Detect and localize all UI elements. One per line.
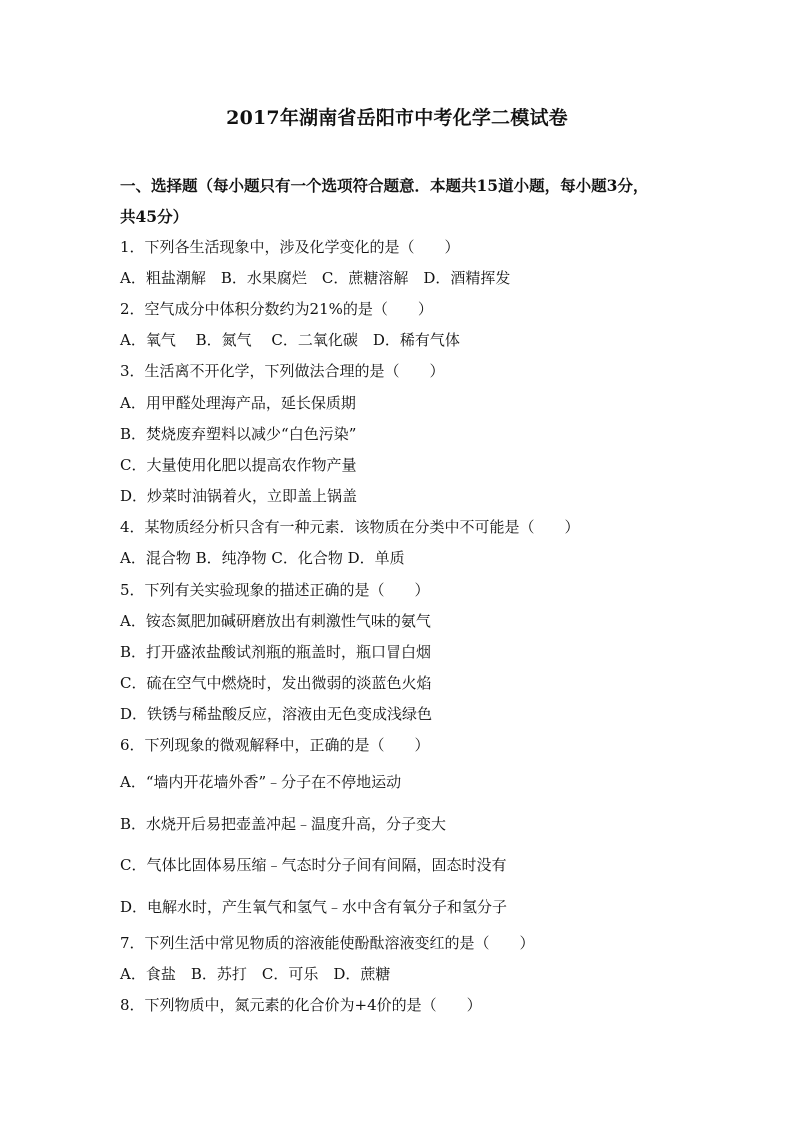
question-5-option-b: B．打开盛浓盐酸试剂瓶的瓶盖时，瓶口冒白烟	[120, 643, 432, 661]
section-heading-line-2: 共45分）	[120, 207, 189, 226]
question-3-option-a: A．用甲醛处理海产品，延长保质期	[120, 394, 356, 412]
question-6: 6．下列现象的微观解释中，正确的是（ ）	[120, 736, 430, 754]
section-heading-line-1: 一、选择题（每小题只有一个选项符合题意．本题共15道小题，每小题3分，	[120, 176, 649, 195]
question-7: 7．下列生活中常见物质的溶液能使酚酞溶液变红的是（ ）	[120, 934, 535, 952]
question-3-option-b: B．焚烧废弃塑料以减少“白色污染”	[120, 425, 357, 443]
question-5-option-d: D．铁锈与稀盐酸反应，溶液由无色变成浅绿色	[120, 705, 433, 723]
question-5-option-c: C．硫在空气中燃烧时，发出微弱的淡蓝色火焰	[120, 674, 432, 692]
page-title: 2017年湖南省岳阳市中考化学二模试卷	[226, 107, 568, 129]
question-2: 2．空气成分中体积分数约为21%的是（ ）	[120, 300, 433, 318]
question-4: 4．某物质经分析只含有一种元素．该物质在分类中不可能是（ ）	[120, 518, 580, 536]
question-1: 1．下列各生活现象中，涉及化学变化的是（ ）	[120, 238, 460, 256]
question-5-option-a: A．铵态氮肥加碱研磨放出有刺激性气味的氨气	[120, 612, 431, 630]
question-2-options: A．氧气 B．氮气 C．二氧化碳 D．稀有气体	[120, 331, 460, 349]
question-7-options: A．食盐 B．苏打 C．可乐 D．蔗糖	[120, 965, 391, 983]
question-4-options: A．混合物 B．纯净物 C．化合物 D．单质	[120, 549, 405, 567]
question-3-option-d: D．炒菜时油锅着火，立即盖上锅盖	[120, 487, 358, 505]
question-1-options: A．粗盐潮解 B．水果腐烂 C．蔗糖溶解 D．酒精挥发	[120, 269, 511, 287]
question-6-option-c: C．气体比固体易压缩﹣气态时分子间有间隔，固态时没有	[120, 856, 507, 874]
question-6-option-d: D．电解水时，产生氧气和氢气﹣水中含有氧分子和氢分子	[120, 898, 508, 916]
question-8: 8．下列物质中，氮元素的化合价为+4价的是（ ）	[120, 996, 482, 1014]
question-5: 5．下列有关实验现象的描述正确的是（ ）	[120, 581, 430, 599]
question-3-option-c: C．大量使用化肥以提高农作物产量	[120, 456, 357, 474]
question-3: 3．生活离不开化学，下列做法合理的是（ ）	[120, 362, 445, 380]
question-6-option-a: A．“墙内开花墙外香”﹣分子在不停地运动	[120, 773, 402, 791]
question-6-option-b: B．水烧开后易把壶盖冲起﹣温度升高，分子变大	[120, 815, 447, 833]
